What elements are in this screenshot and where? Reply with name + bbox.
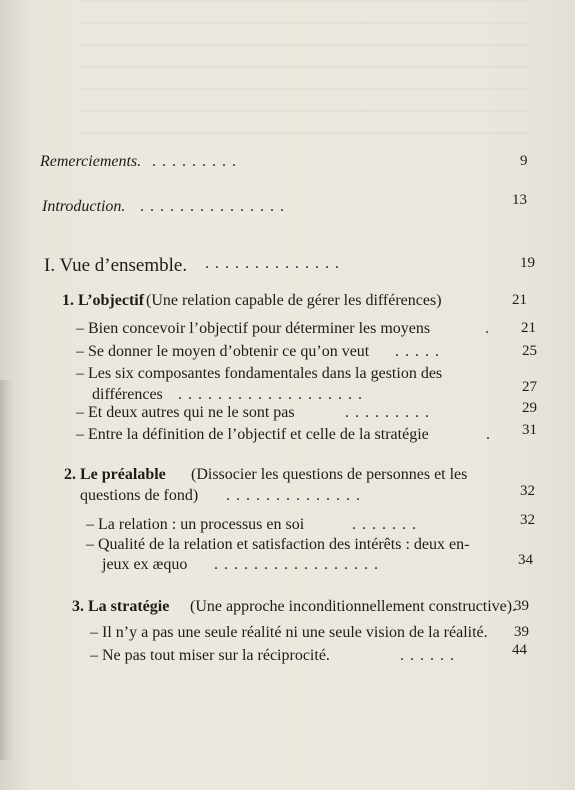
toc-title: Remerciements. [40,153,142,170]
toc-title: – Bien concevoir l’objectif pour déterminer les moyens [76,320,431,337]
toc-page-number: 13 [512,192,527,208]
toc-page-number: 21 [512,292,527,308]
toc-page-number: 9 [520,153,528,169]
dot-leader: ................. [214,556,384,573]
toc-section-title: 1. L’objectif [62,292,145,309]
toc-page-number: 27 [522,379,537,395]
toc-page-number: 32 [520,512,535,528]
toc-subentry[interactable] [0,642,575,673]
dot-leader: .............. [226,487,366,504]
toc-page-number: 44 [512,642,527,658]
toc-title: – Se donner le moyen d’obtenir ce qu’on veut [76,343,370,360]
toc-page-number: 25 [522,343,537,359]
toc-entry-section-2[interactable] [0,466,575,514]
toc-title: – Entre la définition de l’objectif et celle de la stratégie [76,426,429,443]
toc-title: – Qualité de la relation et satisfaction des intérêts : deux en- [86,536,470,553]
toc-entry-part-1[interactable] [0,255,575,281]
toc-title: I. Vue d’ensemble. [44,255,188,276]
toc-section-title: 2. Le préalable [64,466,166,483]
toc-page-number: 39 [514,624,529,640]
toc-page-number: 39 [514,598,529,614]
dot-leader: ..... [395,343,445,360]
dot-leader: ................... [178,386,368,403]
dot-leader: ......... [152,153,242,170]
toc-page-number: 31 [522,422,537,438]
toc-entry-section-3[interactable] [0,598,575,624]
toc-page-number: 29 [522,400,537,416]
dot-leader: .............. [205,255,345,272]
toc-page-number: 19 [520,255,535,271]
toc-section-subtitle: (Dissocier les questions de personnes et les [191,466,468,483]
toc-page-number: 21 [521,320,536,336]
toc-page-number: 34 [518,552,533,568]
dot-leader: ...... [400,647,460,664]
toc-page-number: 32 [520,483,535,499]
toc-title-continuation: jeux ex æquo [102,556,188,573]
toc-section-title: 3. La stratégie [72,598,170,615]
toc-title: – Ne pas tout miser sur la réciprocité. [90,647,330,664]
dot-leader: . [485,320,495,337]
toc-section-subtitle: (Une approche inconditionnellement constructive). [190,598,517,615]
toc-title-continuation: différences [92,386,163,403]
toc-title: – Les six composantes fondamentales dans la gestion des [76,365,443,382]
toc-subentry[interactable] [0,536,575,584]
dot-leader: ......... [345,404,435,421]
bleed-through-text [80,0,530,150]
toc-entry-remerciements[interactable] [0,153,575,179]
toc-entry-section-1[interactable] [0,292,575,318]
dot-leader: . [486,426,496,443]
toc-section-subtitle: (Une relation capable de gérer les différences) [146,292,442,309]
dot-leader: ....... [352,516,422,533]
toc-title: – Il n’y a pas une seule réalité ni une seule vision de la réalité. [90,624,488,641]
toc-entry-introduction[interactable] [0,192,575,224]
toc-title-continuation: questions de fond) [80,487,199,504]
toc-title: – Et deux autres qui ne le sont pas [76,404,295,421]
toc-subentry[interactable] [0,422,575,452]
toc-title: – La relation : un processus en soi [86,516,305,533]
toc-title: Introduction. [42,198,126,215]
dot-leader: ............... [140,198,290,215]
